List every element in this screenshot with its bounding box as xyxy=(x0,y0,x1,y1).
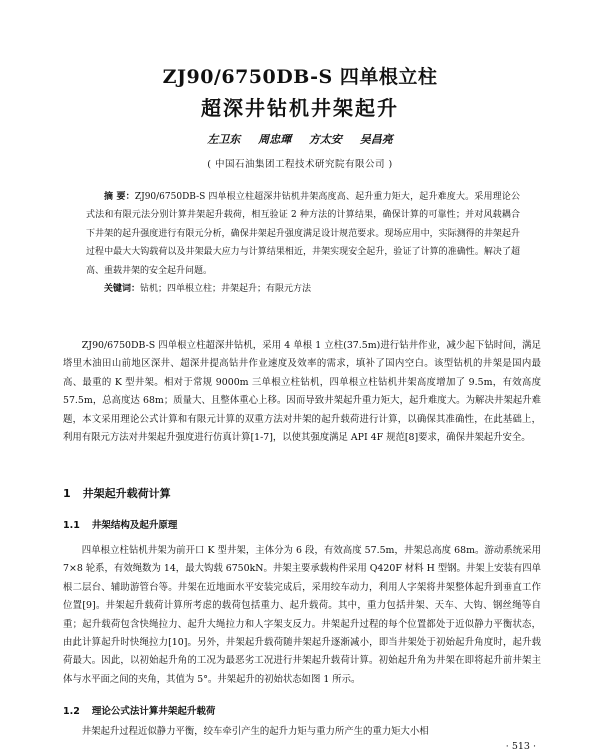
subsection-1-1-heading xyxy=(63,517,177,531)
subsection-1-1-title: 井架结构及起升原理 xyxy=(91,520,178,531)
keywords-label: 关键词： xyxy=(104,284,141,295)
paragraph-1-1: 四单根立柱钻机井架为前开口 K 型井架，主体分为 6 段，有效高度 57.5m，井架总高度 68m。游动系统采用 7×8 轮系，有效绳数为 14，最大钩载 6750kN。井架主要承载构件采用 Q420F 材料 H 型钢。井架上安装有四单根二层台、辅助游管台等。井架在近地面水平安装完成后，采用绞车动力，利用人字架将井架整体起升到垂直工作位置[9]。井架起升载荷计算所考虑的载荷包括重力、起升载荷。其中，重力包括井架、天车、大钩、钢丝绳等自重；起升载荷包含快绳拉力、起升大绳拉力和人字架支反力。井架起升过程的每个位置都处于近似静力平衡状态，由此计算起升时快绳拉力[10]。另外，井架起升载荷随井架起升逐渐减小，即当井架处于初始起升角度时，起升载荷最大。因此，以初始起升角的工况为最恶劣工况进行井架起升载荷计算。初始起升角为井架在即将起升前井架主体与水平面之间的夹角，其值为 5°。井架起升的初始状态如图 1 所示。 xyxy=(63,545,541,685)
subsection-1-2-heading xyxy=(63,703,215,717)
subsection-1-1-number: 1.1 xyxy=(63,520,80,531)
author-list: 左卫东 周忠琿 方太安 吴昌亮 xyxy=(207,133,393,146)
abstract-paragraph xyxy=(86,188,520,280)
title-line-2: 超深井钻机井架起升 xyxy=(201,96,399,120)
section-1-number: 1 xyxy=(63,487,71,500)
abstract-text: ZJ90/6750DB-S 四单根立柱超深井钻机井架高度高、起升重力矩大，起升难度大。采用理论公式法和有限元法分别计算井架起升载荷，相互验证 2 种方法的计算结果，确保计算的可靠性；并对风载耦合下井架的起升强度进行有限元分析，确保井架起升强度满足设计规范要求。现场应用中，实际测得的井架起升过程中最大大钩载荷以及井架最大应力与计算结果相近，井架实现安全起升，验证了计算的准确性。解决了超高、重载井架的安全起升问题。 xyxy=(86,192,520,276)
section-1-heading xyxy=(63,485,171,501)
section-1-title: 井架起升载荷计算 xyxy=(82,487,171,500)
subsection-1-2-number: 1.2 xyxy=(63,706,80,717)
paragraph-1-2: 井架起升过程近似静力平衡，绞车牵引产生的起升力矩与重力所产生的重力矩大小相 xyxy=(81,726,429,737)
title-line-1: ZJ90/6750DB-S 四单根立柱 xyxy=(162,66,438,88)
keywords-text: 钻机；四单根立柱；井架起升；有限元方法 xyxy=(140,284,312,295)
affiliation: ( 中国石油集团工程技术研究院有限公司 ) xyxy=(207,159,393,170)
subsection-1-2-title: 理论公式法计算井架起升载荷 xyxy=(91,706,216,717)
abstract-label: 摘 要： xyxy=(104,192,135,202)
intro-paragraph: ZJ90/6750DB-S 四单根立柱超深井钻机，采用 4 单根 1 立柱(37.5m)进行钻井作业，减少起下钻时间，满足塔里木油田山前地区深井、超深井提高钻井作业速度及效率的需求，填补了国内空白。该型钻机的井架是国内最高、最重的 K 型井架。相对于常规 9000m 三单根立柱钻机，四单根立柱钻机井架高度增加了 9.5m，有效高度 57.5m，总高度达 68m；质量大、且整体重心上移。因而导致井架起升重力矩大，起升难度大。为解决井架起升难题，本文采用理论公式计算和有限元计算的双重方法对井架的起升载荷进行计算，以确保其准确性，在此基础上，利用有限元方法对井架起升强度进行仿真计算[1-7]，以使其强度满足 API 4F 规范[8]要求，确保井架起升安全。 xyxy=(63,340,541,444)
page-number: · 513 · xyxy=(505,741,536,752)
keywords-line xyxy=(86,280,520,298)
abstract-block xyxy=(86,188,520,298)
